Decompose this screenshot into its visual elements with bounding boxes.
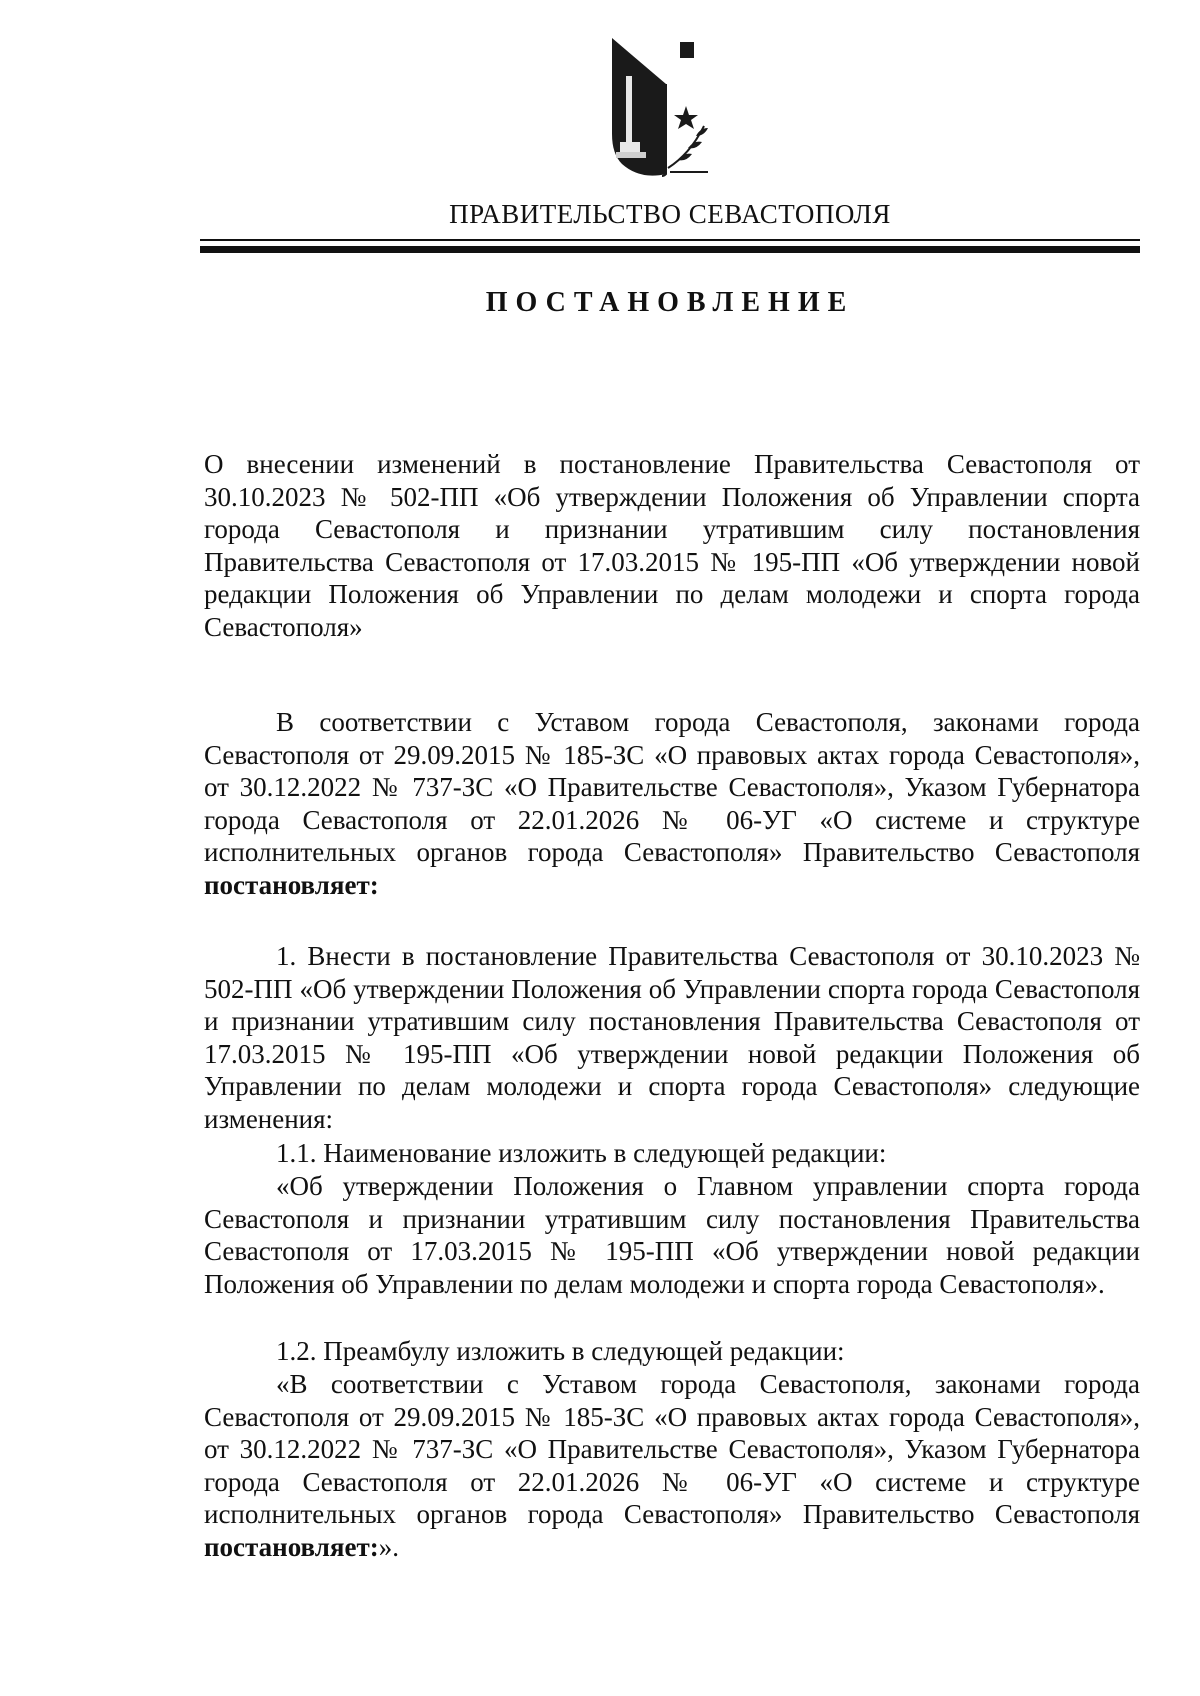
- document-type-heading: ПОСТАНОВЛЕНИЕ: [485, 287, 855, 318]
- item-1-2-new-wording: [204, 1368, 1140, 1563]
- item-1: 1. Внести в постановление Правительства Севастополя от 30.10.2023 № 502-ПП «Об утверждении Положения об Управлении спорта города Севастополя и признании утратившим силу постановления Правительства Севастополя от 17.03.2015 № 195-ПП «Об утверждении новой редакции Положения об Управлении по делам молодежи и спорта города Севастополя» следующие изменения:: [204, 941, 1140, 1134]
- organization-name: ПРАВИТЕЛЬСТВО СЕВАСТОПОЛЯ: [449, 199, 891, 229]
- quoted-preamble-text: «В соответствии с Уставом города Севастополя, законами города Севастополя от 29.09.2015 № 185-ЗС «О правовых актах города Севастополя», от 30.12.2022 № 737-ЗС «О Правительстве Севастополя», Указом Губернатора города Севастополя от 22.01.2026 № 06-УГ «О системе и структуре исполнительных органов города Севастополя» Правительство Севастополя: [204, 1369, 1140, 1529]
- quoted-preamble-bold-verb: постановляет:: [204, 1531, 379, 1562]
- header-divider-thick: [200, 246, 1140, 253]
- preamble-bold-verb: постановляет:: [204, 869, 379, 900]
- preamble-text: В соответствии с Уставом города Севастополя, законами города Севастополя от 29.09.2015 № 185-ЗС «О правовых актах города Севастополя», от 30.12.2022 № 737-ЗС «О Правительстве Севастополя», Указом Губернатора города Севастополя от 22.01.2026 № 06-УГ «О системе и структуре исполнительных органов города Севастополя» Правительство Севастополя: [204, 707, 1140, 867]
- item-1-2: 1.2. Преамбулу изложить в следующей редакции:: [276, 1336, 845, 1366]
- item-1-1-new-wording: «Об утверждении Положения о Главном управлении спорта города Севастополя и признании утратившим силу постановления Правительства Севастополя от 17.03.2015 № 195-ПП «Об утверждении новой редакции Положения об Управлении по делам молодежи и спорта города Севастополя».: [204, 1171, 1140, 1299]
- coat-of-arms-icon: [604, 36, 724, 186]
- item-1-1: 1.1. Наименование изложить в следующей редакции:: [276, 1138, 887, 1168]
- document-title: О внесении изменений в постановление Правительства Севастополя от 30.10.2023 № 502-ПП «Об утверждении Положения об Управлении спорта города Севастополя и признании утратившим силу постановления Правительства Севастополя от 17.03.2015 № 195-ПП «Об утверждении новой редакции Положения об Управлении по делам молодежи и спорта города Севастополя»: [204, 449, 1140, 642]
- quoted-preamble-tail: ».: [378, 1531, 399, 1562]
- preamble-paragraph: [204, 706, 1140, 901]
- header-divider-thin: [200, 239, 1140, 241]
